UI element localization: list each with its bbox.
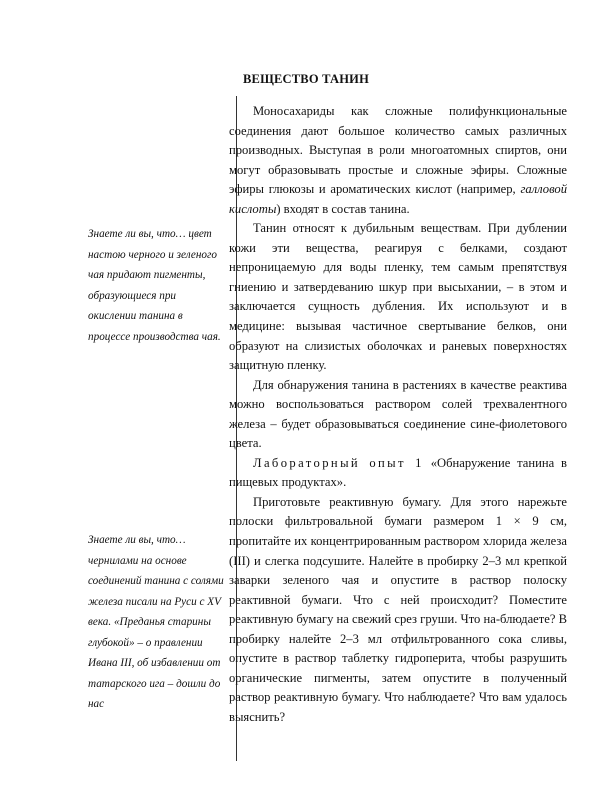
lab-experiment-heading — [229, 454, 567, 493]
page-title: ВЕЩЕСТВО ТАНИН — [243, 72, 369, 86]
paragraph-tanning: Танин относят к дубильным веществам. При дублении кожи эти вещества, реагируя с белками, создают непроницаемую для воды пленку, тем самым препятствуя гниению и затвердеванию шкур при высыхании, – в этом и заключается сущность дубления. Их используют и в медицине: вызывая частичное свертывание белков, они образуют на слизистых оболочках и раневых поверхностях защитную пленку. — [229, 221, 567, 373]
sidebar-note-tea-pigments: Знаете ли вы, что… цвет настою черного и зеленого чая придают пигменты, образующиеся при окислении танина в процессе производства чая. — [88, 228, 221, 343]
italic-term-gallic-acid: галловой кислоты — [229, 182, 567, 216]
paragraph-monosaccharides — [229, 102, 567, 219]
lab-label: Лабораторный опыт 1 — [253, 455, 424, 470]
paragraph-text: Моносахариды как сложные полифункциональные соединения дают большое количество самых различных производных. Выступая в роли многоатомных спиртов, они могут образовывать простые и сложные эфиры. Сложные эфиры глюкозы и ароматических кислот (например, — [229, 104, 567, 197]
sidebar-note-tannin-ink: Знаете ли вы, что… чернилами на основе соединений танина с солями железа писали на Руси с XV века. «Преданья старины глубокой» – о правлении Ивана III, об избавлении от татарского ига – дошли до нас — [88, 534, 224, 710]
paragraph-text: ) входят в состав танина. — [276, 201, 410, 216]
paragraph-lab-instructions: Приготовьте реактивную бумагу. Для этого нарежьте полоски фильтровальной бумаги размером 1 × 9 см, пропитайте их концентрированным раствором хлорида железа (III) и слегка подсушите. Налейте в пробирку 2–3 мл крепкой заварки зеленого чая и опустите в раствор полоску реактивной бумаги. Что с ней происходит? Поместите реактивную бумагу на свежий срез груши. Что на-блюдаете? В пробирку налейте 2–3 мл отфильтрованного сока сливы, опустите в раствор таблетку гидроперита, чтобы разрушить органические пигменты, затем опустите в полученный раствор реактивную бумагу. Что наблюдаете? Что вам удалось выяснить? — [229, 494, 567, 724]
main-text — [229, 102, 567, 728]
paragraph-detection: Для обнаружения танина в растениях в качестве реактива можно воспользоваться раствором солей трехвалентного железа – будет образовываться соединение сине-фиолетового цвета. — [229, 377, 567, 451]
lab-title: «Обнаружение танина в пищевых продуктах». — [229, 455, 567, 490]
